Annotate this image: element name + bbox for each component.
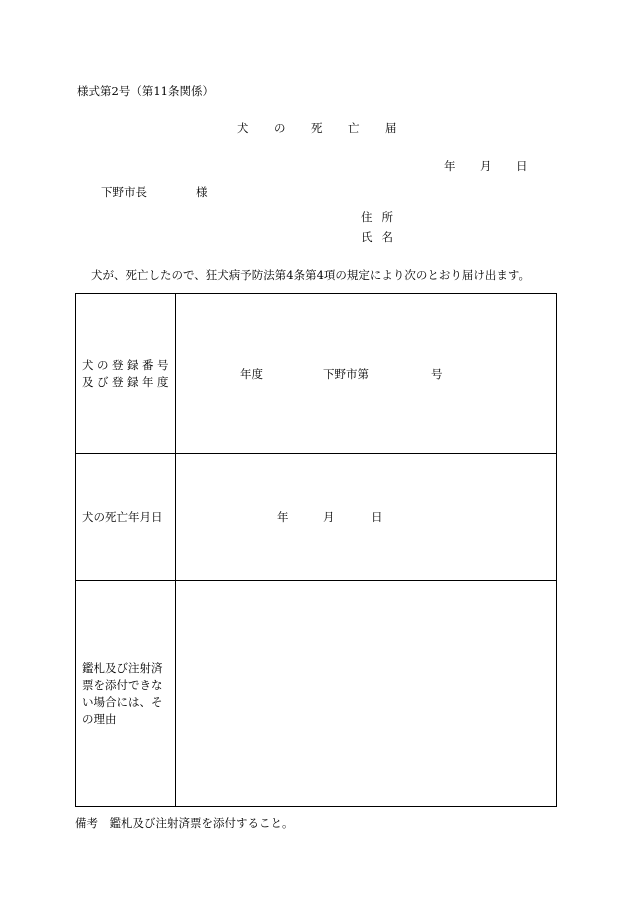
label-line: 及び登録年度 <box>82 374 172 389</box>
date-month-label: 月 <box>480 159 492 173</box>
label-line: 犬の死亡年月日 <box>82 509 163 524</box>
label-line: の理由 <box>82 711 117 726</box>
title-char: 届 <box>385 121 397 135</box>
label-death-date <box>76 454 176 581</box>
statement-text: 犬が、死亡したので、狂犬病予防法第4条第4項の規定により次のとおり届け出ます。 <box>91 268 530 282</box>
notification-table <box>75 293 557 807</box>
date-year-label: 年 <box>444 159 456 173</box>
table-row-death-date <box>76 454 557 581</box>
death-month-label: 月 <box>323 510 335 524</box>
label-registration <box>76 294 176 454</box>
form-number: 様式第2号（第11条関係） <box>77 84 214 98</box>
field-reason[interactable] <box>176 581 557 807</box>
title-char: 死 <box>311 121 323 135</box>
label-line: い場合には、そ <box>82 694 163 709</box>
field-registration[interactable] <box>176 294 557 454</box>
name-label: 氏名 <box>361 230 402 244</box>
table-row-reason <box>76 581 557 807</box>
label-line: 票を添付できな <box>82 677 163 692</box>
date-day-label: 日 <box>516 159 528 173</box>
title-char: 犬 <box>237 121 249 135</box>
table-row-registration <box>76 294 557 454</box>
field-death-date[interactable] <box>176 454 557 581</box>
registration-city-prefix: 下野市第 <box>323 367 369 381</box>
registration-number-suffix: 号 <box>431 367 443 381</box>
addressee-suffix: 様 <box>196 185 208 199</box>
submission-date <box>444 161 528 173</box>
remarks-note: 備考 鑑札及び注射済票を添付すること。 <box>75 816 294 830</box>
registration-year-suffix: 年度 <box>240 367 263 381</box>
title-char: 亡 <box>348 121 360 135</box>
death-day-label: 日 <box>371 510 383 524</box>
addressee: 下野市長 <box>101 185 147 199</box>
label-line: 犬の登録番号 <box>82 357 172 372</box>
label-line: 鑑札及び注射済 <box>82 660 163 675</box>
address-label: 住所 <box>361 210 402 224</box>
death-year-label: 年 <box>277 510 289 524</box>
title-char: の <box>274 121 286 135</box>
label-reason <box>76 581 176 807</box>
document-title <box>237 123 397 135</box>
